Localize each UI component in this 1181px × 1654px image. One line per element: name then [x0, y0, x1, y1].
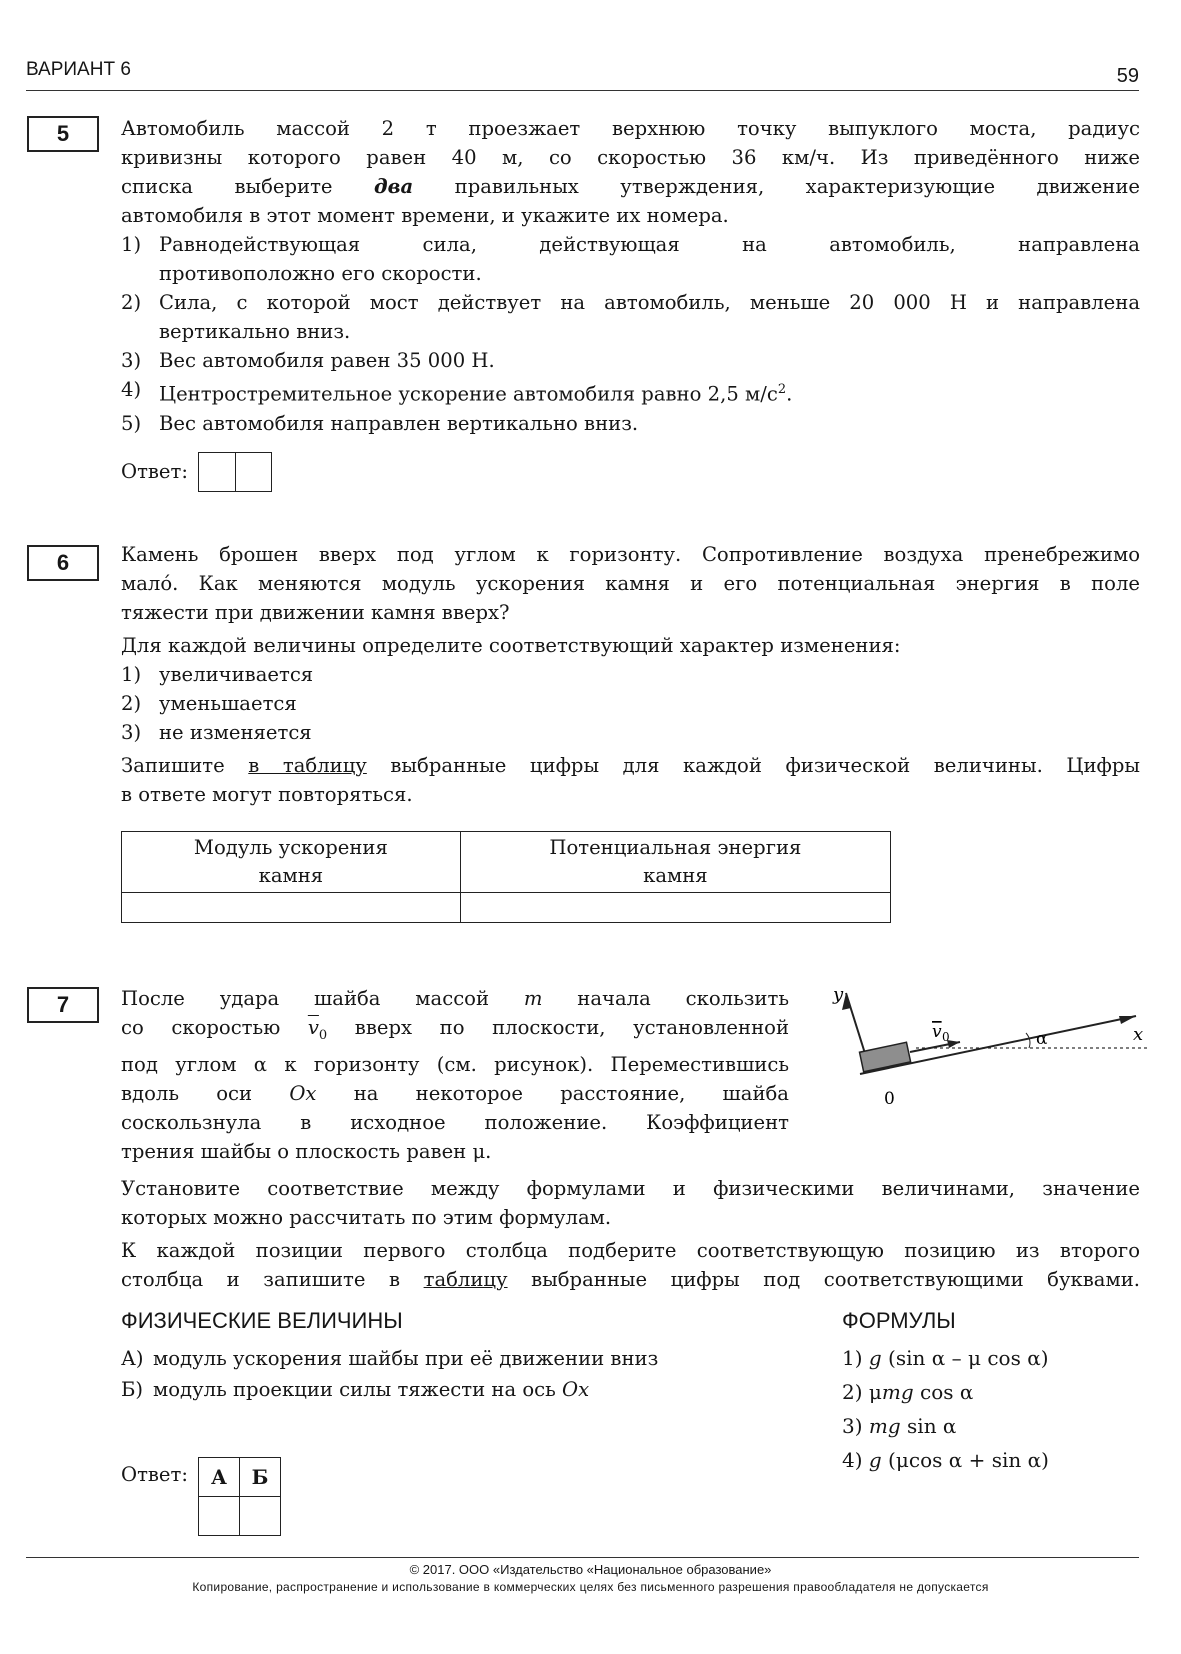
item-letter: А) — [121, 1347, 144, 1370]
y-axis-label: y — [833, 984, 844, 1005]
q7-line-4 — [121, 1079, 789, 1108]
option-number: 2) — [121, 291, 142, 314]
q5-answer — [121, 452, 1140, 492]
item-text: модуль проекции силы тяжести на ось — [153, 1378, 556, 1401]
col-header-line: камня — [258, 864, 324, 887]
question-6 — [121, 540, 1140, 809]
formula-mu: μ — [868, 1380, 882, 1404]
formula-3 — [842, 1409, 1142, 1443]
q6-option-2 — [121, 689, 1140, 718]
q6-write-instruction — [121, 751, 1140, 780]
superscript: 2 — [777, 382, 787, 397]
q6-intro-line-1: Камень брошен вверх под углом к горизонту. Сопротивление воздуха пренебрежимо — [121, 543, 1140, 566]
velocity-label-subscript: 0 — [942, 1030, 950, 1044]
footer-copyright: © 2017. ООО «Издательство «Национальное образование» — [409, 1562, 772, 1577]
formula-var: mg — [868, 1414, 901, 1438]
q7-answer — [121, 1457, 281, 1536]
formula-var: mg — [881, 1380, 914, 1404]
x-axis-label: x — [1133, 1024, 1144, 1045]
page-number: 59 — [1116, 65, 1139, 87]
option-text: не изменяется — [159, 721, 312, 744]
formula-number: 4) — [842, 1448, 863, 1472]
q7-text: столбца и запишите в — [121, 1268, 401, 1291]
q5-intro-text: списка выберите — [121, 175, 333, 198]
footer-notice: Копирование, распространение и использование в коммерческих целях без письменного разрешения правообладателя не допускается — [192, 1580, 989, 1594]
formula-text: cos α — [913, 1380, 974, 1404]
option-number: 1) — [121, 233, 142, 256]
formula-text: sin α — [900, 1414, 957, 1438]
option-text: Центростремительное ускорение автомобиля равно 2,5 м/с — [159, 382, 778, 406]
formulas-heading: ФОРМУЛЫ — [842, 1308, 956, 1333]
formula-var: g — [868, 1448, 882, 1472]
formula-4 — [842, 1443, 1142, 1477]
q5-option-2 — [121, 288, 1140, 346]
col-header-line: Модуль ускорения — [193, 836, 388, 859]
q7-text-cont: начала скользить — [577, 987, 789, 1010]
q7-text-cont: на некоторое расстояние, шайба — [353, 1081, 789, 1105]
angle-arc — [1026, 1033, 1030, 1048]
option-text-cont: вертикально вниз. — [159, 320, 351, 343]
footer-divider — [26, 1557, 1139, 1558]
q7-p2-line-2: которых можно рассчитать по этим формулам. — [121, 1206, 612, 1229]
col-header-line: Потенциальная энергия — [549, 836, 802, 859]
question-7-number: 7 — [27, 987, 99, 1023]
question-7-intro — [121, 984, 789, 1166]
answer-header-a: А — [198, 1458, 239, 1497]
q6-intro-line-3: тяжести при движении камня вверх? — [121, 601, 510, 624]
formula-var: g — [868, 1346, 882, 1370]
answer-label: Ответ: — [121, 460, 188, 484]
q7-line-3: под углом α к горизонту (см. рисунок). Переместившись — [121, 1052, 789, 1076]
angle-label: α — [1036, 1029, 1048, 1049]
option-text: Сила, с которой мост действует на автомобиль, меньше 20 000 Н и направлена — [159, 291, 1140, 314]
item-letter: Б) — [121, 1378, 144, 1401]
var-ox: Ox — [289, 1081, 317, 1105]
puck-group — [860, 1042, 911, 1072]
q6-option-1 — [121, 660, 1140, 689]
write-text-cont: выбранные цифры для каждой физической величины. Цифры — [390, 754, 1140, 777]
q7-line-5: соскользнула в исходное положение. Коэффициент — [121, 1110, 789, 1134]
q6-answer-cell-1[interactable] — [122, 893, 461, 923]
table-link: таблицу — [423, 1268, 508, 1291]
formula-text: (μcos α + sin α) — [881, 1448, 1049, 1472]
q7-text-cont: выбранные цифры под соответствующими буквами. — [531, 1268, 1140, 1291]
formula-number: 2) — [842, 1380, 863, 1404]
puck — [860, 1042, 911, 1072]
option-number: 1) — [121, 663, 142, 686]
answer-cell-2[interactable] — [235, 453, 271, 491]
formula-number: 3) — [842, 1414, 863, 1438]
q5-option-1 — [121, 230, 1140, 288]
option-text-cont: противоположно его скорости. — [159, 262, 482, 285]
q7-formulas-list — [842, 1341, 1142, 1477]
answer-cell-b[interactable] — [239, 1497, 280, 1536]
col-header-line: камня — [643, 864, 708, 887]
q7-p3-line-1: К каждой позиции первого столбца подберите соответствующую позицию из второго — [121, 1239, 1140, 1262]
option-text: увеличивается — [159, 663, 314, 686]
q6-answer-table — [121, 831, 891, 923]
item-text: модуль ускорения шайбы при её движении вниз — [153, 1347, 659, 1370]
q6-col-1-header — [122, 832, 461, 893]
var-ox: Ox — [562, 1378, 590, 1401]
question-6-number: 6 — [27, 545, 99, 581]
q5-option-4 — [121, 375, 1140, 409]
q7-answer-table — [198, 1457, 281, 1536]
q7-line-6: трения шайбы о плоскость равен μ. — [121, 1139, 492, 1163]
q7-item-a — [121, 1343, 781, 1374]
q5-intro-line-2: кривизны которого равен 40 м, со скоростью 36 км/ч. Из приведённого ниже — [121, 146, 1140, 169]
option-text: Равнодействующая сила, действующая на автомобиль, направлена — [159, 233, 1140, 256]
q6-answer-cell-2[interactable] — [460, 893, 890, 923]
q5-intro-line-1: Автомобиль массой 2 т проезжает верхнюю точку выпуклого моста, радиус — [121, 117, 1140, 140]
q7-p3-line-2 — [121, 1265, 1140, 1294]
q7-quantities-list — [121, 1343, 781, 1405]
q7-column-headers — [121, 1308, 1140, 1334]
q5-intro-line-4: автомобиля в этот момент времени, и укажите их номера. — [121, 204, 729, 227]
question-5-number: 5 — [27, 116, 99, 152]
var-v0: $\overline{v}$ — [307, 1016, 319, 1039]
write-text: Запишите — [121, 754, 225, 777]
formula-1 — [842, 1341, 1142, 1375]
q5-answer-cells — [198, 452, 272, 492]
formula-2 — [842, 1375, 1142, 1409]
q6-option-3 — [121, 718, 1140, 747]
question-7-matching — [121, 1174, 1140, 1294]
answer-header-b: Б — [239, 1458, 280, 1497]
formula-text: (sin α – μ cos α) — [881, 1346, 1049, 1370]
option-period: . — [786, 382, 793, 406]
q7-text: После удара шайба массой — [121, 987, 490, 1010]
q7-line-2 — [121, 1013, 789, 1050]
incline-figure — [820, 978, 1150, 1118]
option-text: Вес автомобиля направлен вертикально вниз. — [159, 411, 639, 435]
q5-option-3 — [121, 346, 1140, 375]
origin-label: 0 — [884, 1089, 895, 1109]
q7-item-b — [121, 1374, 781, 1405]
q5-intro-text-cont: правильных утверждения, характеризующие движение — [454, 175, 1141, 198]
q7-p2-line-1: Установите соответствие между формулами и физическими величинами, значение — [121, 1177, 1140, 1200]
var-m: m — [523, 987, 543, 1010]
q5-option-5 — [121, 409, 1140, 438]
formula-number: 1) — [842, 1346, 863, 1370]
q7-text: со скоростью — [121, 1016, 281, 1039]
x-axis-arrowhead — [1119, 1016, 1136, 1024]
answer-cell-a[interactable] — [198, 1497, 239, 1536]
option-number: 5) — [121, 411, 142, 435]
option-number: 3) — [121, 349, 142, 372]
q6-instruction: Для каждой величины определите соответствующий характер изменения: — [121, 634, 901, 657]
physical-quantities-heading: ФИЗИЧЕСКИЕ ВЕЛИЧИНЫ — [121, 1308, 403, 1333]
q5-intro-line-3 — [121, 172, 1140, 201]
option-text: уменьшается — [159, 692, 297, 715]
header-divider — [26, 90, 1139, 91]
q6-col-2-header — [460, 832, 890, 893]
answer-label: Ответ: — [121, 1463, 188, 1486]
table-link: в таблицу — [248, 754, 367, 777]
question-5 — [121, 114, 1140, 492]
option-number: 3) — [121, 721, 142, 744]
velocity-label: v — [932, 1022, 942, 1042]
q6-intro-line-2: мало́. Как меняются модуль ускорения камня и его потенциальная энергия в поле — [121, 572, 1140, 595]
subscript: 0 — [318, 1027, 328, 1043]
q5-emphasis-two: два — [373, 175, 414, 198]
option-text: Вес автомобиля равен 35 000 Н. — [159, 349, 495, 372]
variant-title: ВАРИАНТ 6 — [26, 59, 131, 80]
option-number: 2) — [121, 692, 142, 715]
q6-write-line-2: в ответе могут повторяться. — [121, 783, 413, 806]
q7-text-cont: вверх по плоскости, установленной — [354, 1016, 789, 1039]
q7-line-1 — [121, 984, 789, 1013]
option-number: 4) — [121, 378, 142, 401]
q7-text: вдоль оси — [121, 1081, 253, 1105]
answer-cell-1[interactable] — [199, 453, 235, 491]
